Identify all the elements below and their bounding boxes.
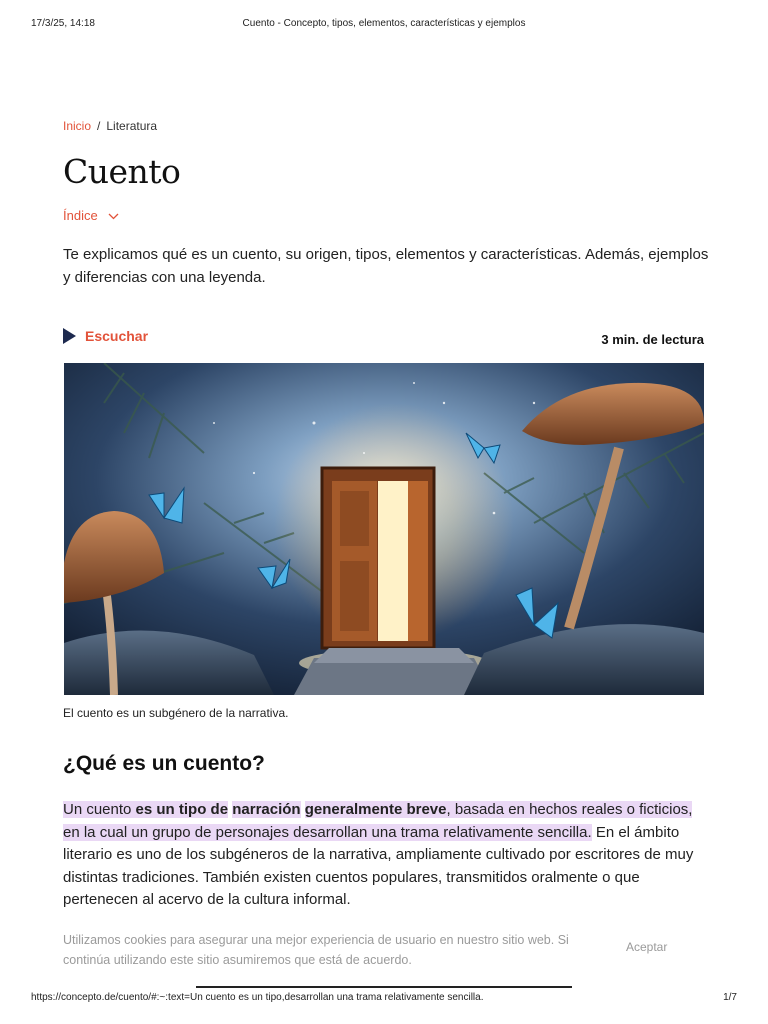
article-paragraph: [63, 799, 713, 912]
cookie-text: Utilizamos cookies para asegurar una mejor experiencia de usuario en nuestro sitio web. Si continúa utilizando este sitio asumiremos que está de acuerdo.: [63, 933, 569, 967]
print-header: [0, 18, 768, 34]
print-datetime: 17/3/25, 14:18: [31, 18, 95, 29]
highlight-text: , basada en hechos reales o ficticios, en la cual un grupo de personajes: [63, 801, 693, 841]
fantasy-door-illustration: [64, 363, 704, 695]
cookie-accept-button[interactable]: Aceptar: [626, 940, 668, 954]
print-footer: [0, 992, 768, 1008]
breadcrumb-separator: /: [97, 119, 101, 133]
paragraph-text: En el ámbito literario es uno de los subgéneros de la narrativa, ampliamente cultivado por escritores de muy distintas tradiciones. También existen cuentos populares, transmitidos oralmente o que pertenecen al acervo de la cultura informal.: [63, 823, 694, 908]
highlight-bold-text: es un tipo de: [135, 801, 229, 818]
print-page-number: 1/7: [723, 992, 737, 1003]
cookie-banner: [0, 918, 768, 978]
read-time: 3 min. de lectura: [601, 332, 704, 347]
breadcrumb-home-link[interactable]: Inicio: [63, 119, 92, 133]
chevron-down-icon: [108, 208, 119, 223]
highlight-text: desarrollan una trama relativamente sencilla.: [289, 823, 592, 841]
listen-label: Escuchar: [85, 328, 149, 344]
index-label: Índice: [63, 208, 98, 223]
highlight-bold-text[interactable]: narración: [232, 801, 301, 818]
highlight-text: Un cuento: [63, 801, 136, 818]
page-title: Cuento: [63, 152, 181, 191]
print-url: https://concepto.de/cuento/#:~:text=Un cuento es un tipo,desarrollan una trama relativamente sencilla.: [31, 992, 484, 1003]
image-caption: El cuento es un subgénero de la narrativa.: [63, 706, 289, 720]
print-page-title: Cuento - Concepto, tipos, elementos, características y ejemplos: [242, 18, 526, 29]
divider: [196, 986, 572, 988]
breadcrumb-category-link[interactable]: Literatura: [106, 119, 158, 133]
section-title: ¿Qué es un cuento?: [63, 752, 265, 775]
index-toggle[interactable]: [63, 208, 119, 223]
listen-button[interactable]: [63, 328, 148, 344]
hero-image: [64, 363, 704, 695]
highlight-bold-text: generalmente breve: [304, 801, 447, 818]
article-intro: Te explicamos qué es un cuento, su origen, tipos, elementos y características. Además, ejemplos y diferencias con una leyenda.: [63, 246, 709, 286]
breadcrumb: [63, 119, 157, 133]
play-icon: [63, 328, 76, 344]
